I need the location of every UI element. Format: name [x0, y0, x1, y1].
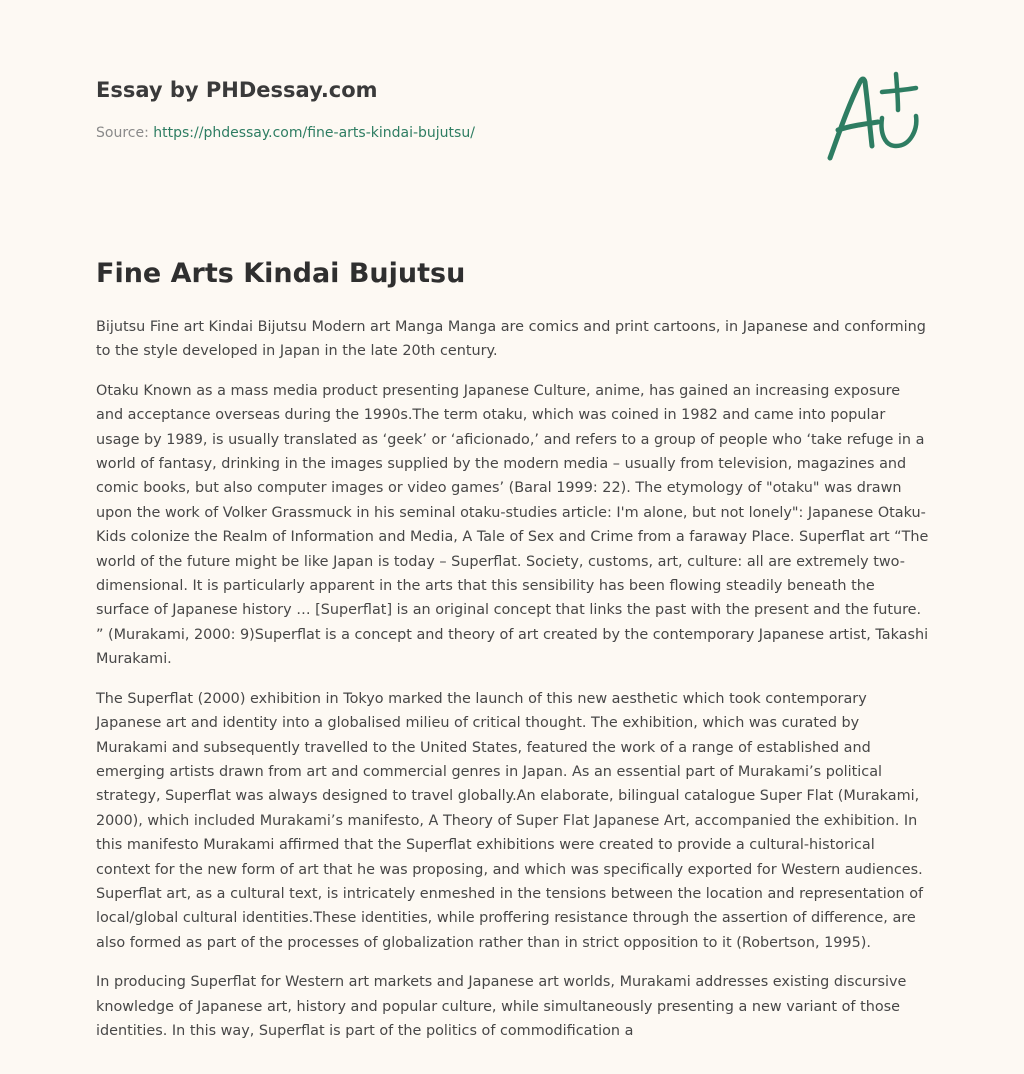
essay-body [96, 315, 930, 1058]
source-line [96, 124, 796, 142]
a-plus-logo-icon [820, 66, 930, 166]
source-label: Source: [96, 125, 149, 141]
source-link[interactable]: https://phdessay.com/fine-arts-kindai-bujutsu/ [153, 125, 475, 141]
essay-paragraph: In producing Superflat for Western art markets and Japanese art worlds, Murakami addresses existing discursive knowledge of Japanese art, history and popular culture, while simultaneously presenting a new variant of those identities. In this way, Superflat is part of the politics of commodification a [96, 974, 907, 1039]
essay-paragraph: Bijutsu Fine art Kindai Bijutsu Modern art Manga Manga are comics and print cartoons, in Japanese and conforming to the style developed in Japan in the late 20th century. [96, 319, 926, 360]
essay-title: Fine Arts Kindai Bujutsu [96, 258, 466, 289]
site-title: Essay by PHDessay.com [96, 78, 378, 102]
essay-paragraph: The Superflat (2000) exhibition in Tokyo marked the launch of this new aesthetic which took contemporary Japanese art and identity into a globalised milieu of critical thought. The exhibition, which was curated by Murakami and subsequently travelled to the United States, featured the work of a range of established and emerging artists drawn from art and commercial genres in Japan. As an essential part of Murakami’s political strategy, Superflat was always designed to travel globally.An elaborate, bilingual catalogue Super Flat (Murakami, 2000), which included Murakami’s manifesto, A Theory of Super Flat Japanese Art, accompanied the exhibition. In this manifesto Murakami affirmed that the Superflat exhibitions were created to provide a cultural-historical context for the new form of art that he was proposing, and which was specifically exported for Western audiences. Superflat art, as a cultural text, is intricately enmeshed in the tensions between the location and representation of local/global cultural identities.These identities, while proffering resistance through the assertion of difference, are also formed as part of the processes of globalization rather than in strict opposition to it (Robertson, 1995). [96, 690, 924, 951]
page-header [96, 76, 796, 142]
essay-paragraph: Otaku Known as a mass media product presenting Japanese Culture, anime, has gained an increasing exposure and acceptance overseas during the 1990s.The term otaku, which was coined in 1982 and came into popular usage by 1989, is usually translated as ‘geek’ or ‘aficionado,’ and refers to a group of people who ‘take refuge in a world of fantasy, drinking in the images supplied by the modern media – usually from television, magazines and comic books, but also computer images or video games’ (Baral 1999: 22). The etymology of "otaku" was drawn upon the work of Volker Grassmuck in his seminal otaku-studies article: I'm alone, but not lonely": Japanese Otaku-Kids colonize the Realm of Information and Media, A Tale of Sex and Crime from a faraway Place. Superflat art “The world of the future might be like Japan is today – Superflat. Society, customs, art, culture: all are extremely two-dimensional. It is particularly apparent in the arts that this sensibility has been flowing steadily beneath the surface of Japanese history … [Superflat] is an original concept that links the past with the present and the future. ” (Murakami, 2000: 9)Superflat is a concept and theory of art created by the contemporary Japanese artist, Takashi Murakami. [96, 382, 929, 668]
